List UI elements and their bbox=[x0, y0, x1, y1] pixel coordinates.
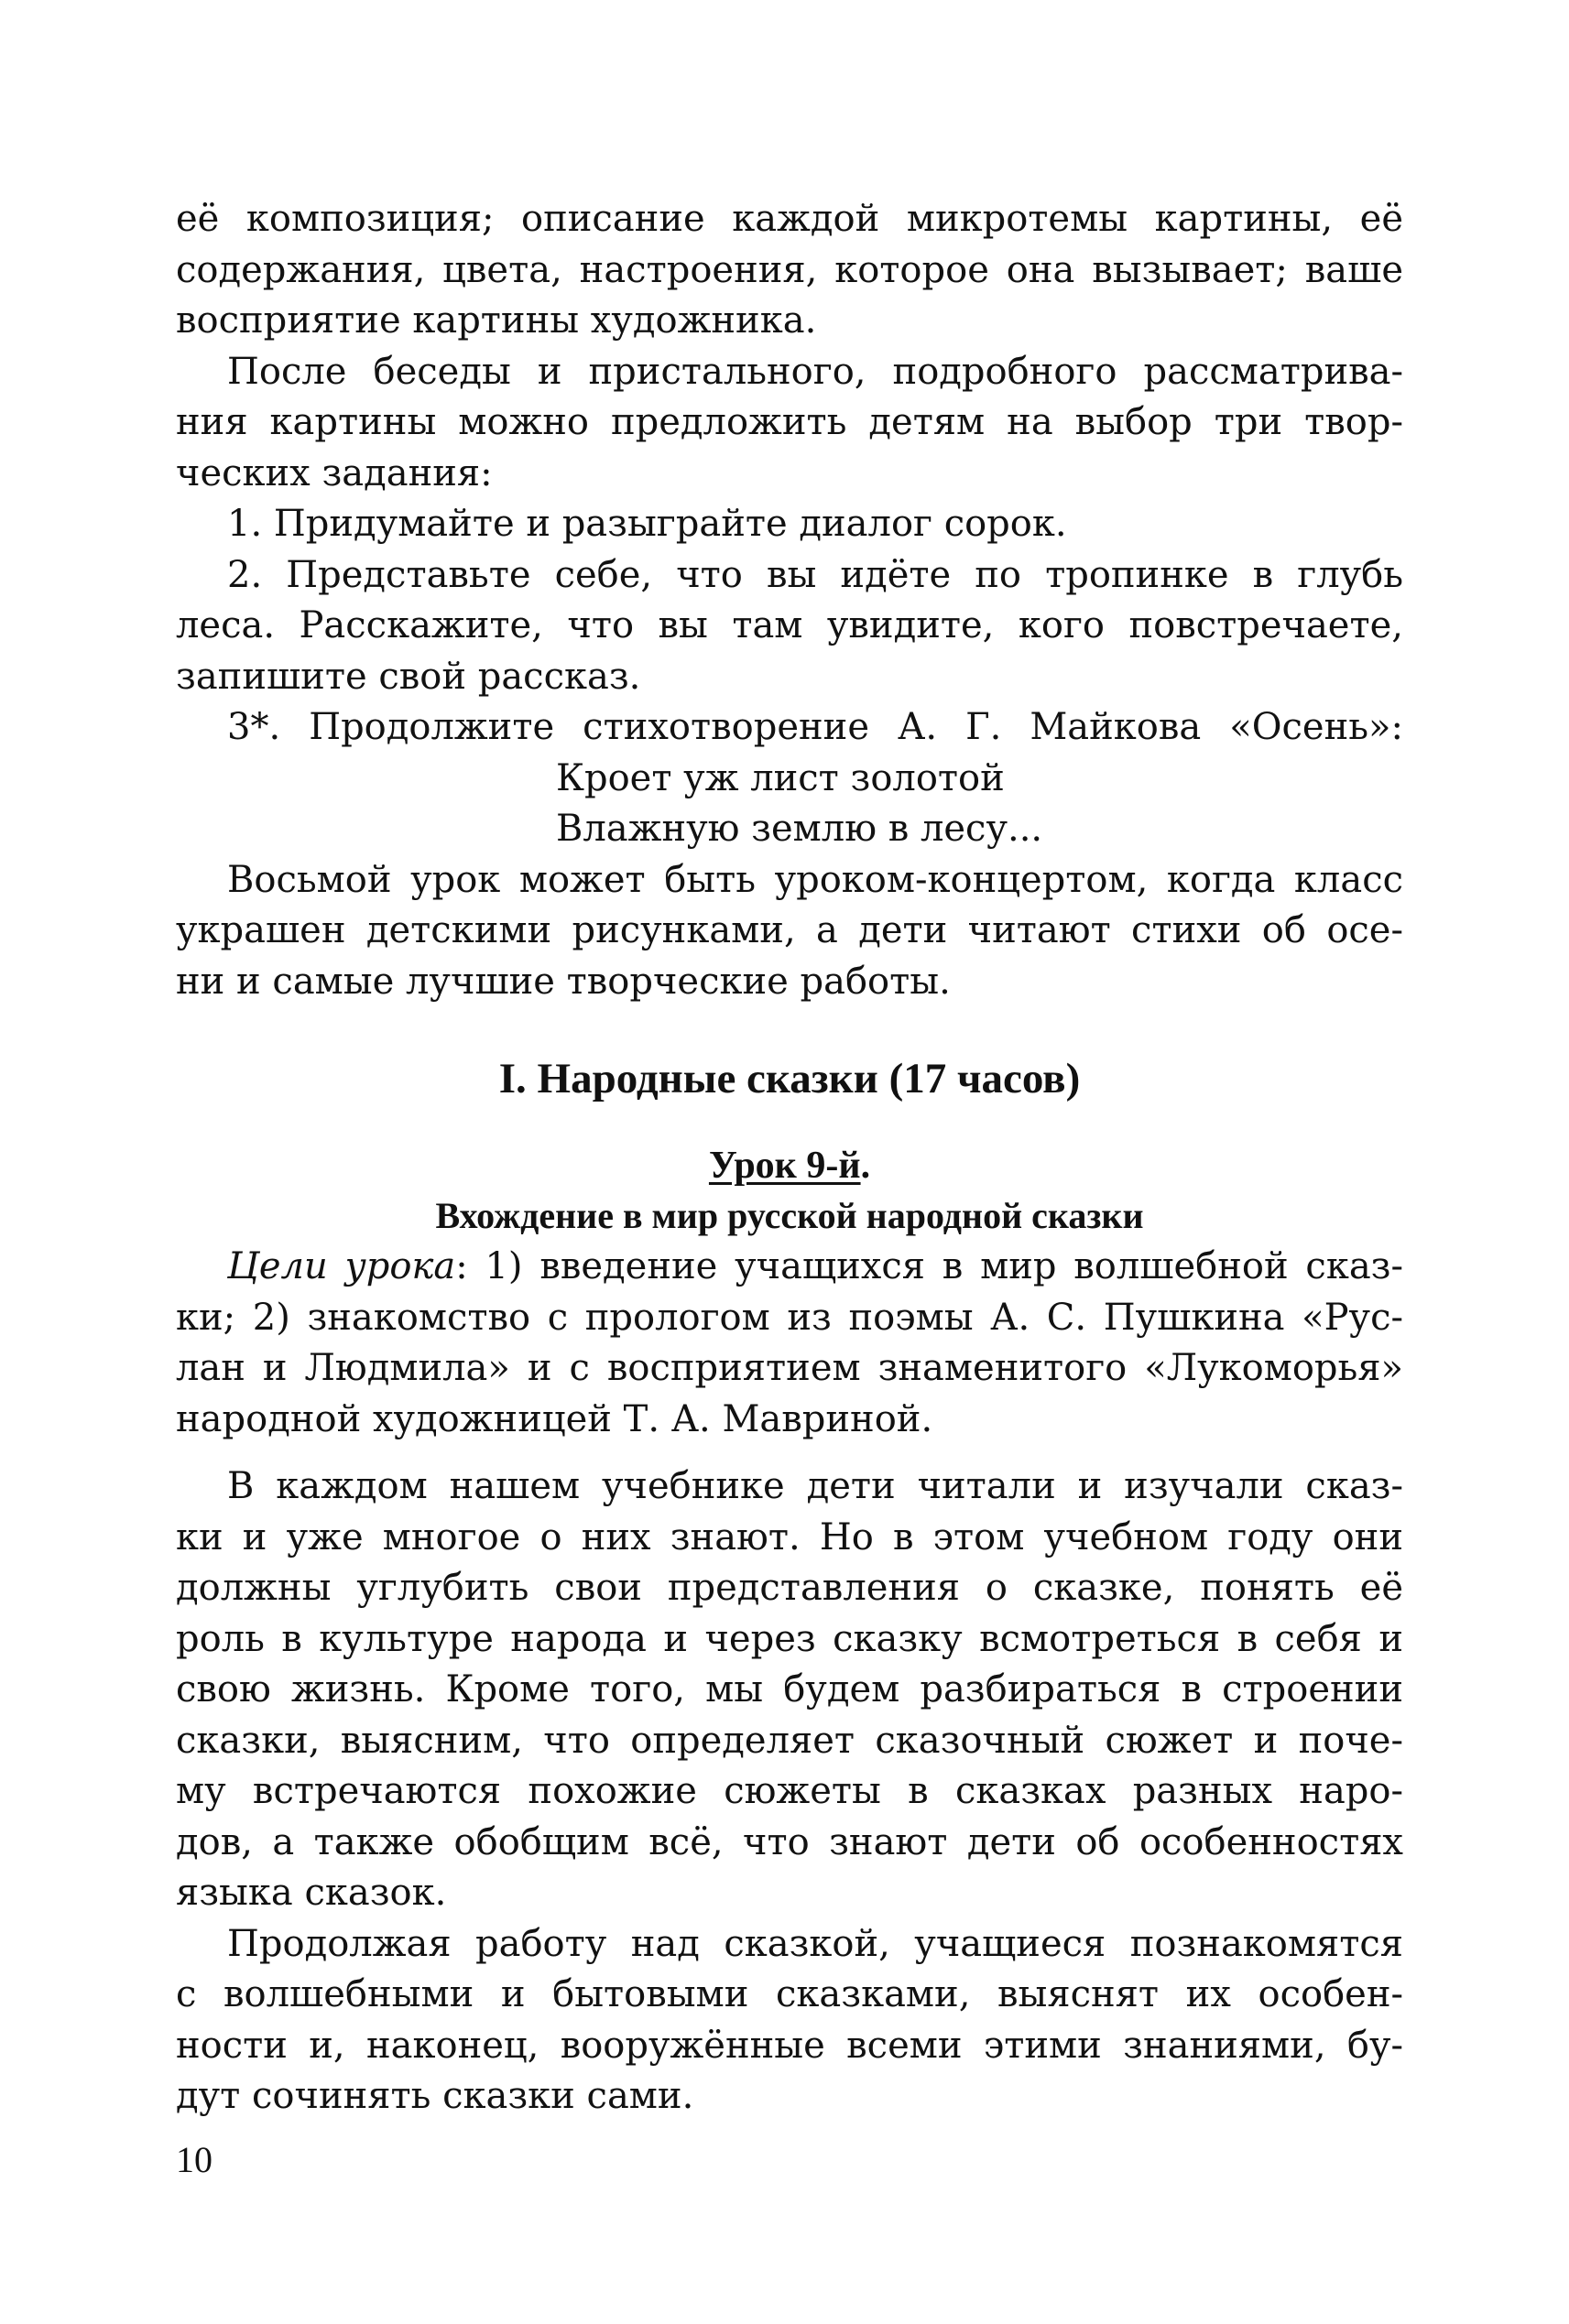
text-line: роль в культуре народа и через сказку всмотреться в себя и bbox=[176, 1617, 1403, 1660]
text-line: 2. Представьте себе, что вы идёте по тропинке в глубь bbox=[227, 553, 1403, 596]
text-line: дут сочинять сказки сами. bbox=[176, 2075, 694, 2117]
text-line: ния картины можно предложить детям на выбор три твор- bbox=[176, 401, 1403, 443]
text-line: леса. Расскажите, что вы там увидите, кого повстречаете, bbox=[176, 604, 1403, 646]
task-1 bbox=[176, 499, 1403, 550]
text-line: должны углубить свои представления о сказке, понять её bbox=[176, 1567, 1403, 1609]
text-line: лан и Людмила» и с восприятием знаменитого «Лукоморья» bbox=[176, 1347, 1403, 1389]
section-title: I. Народные сказки (17 часов) bbox=[498, 1055, 1081, 1102]
text-line: После беседы и пристального, подробного рассматрива- bbox=[227, 350, 1403, 393]
text-line: восприятие картины художника. bbox=[176, 299, 817, 342]
text-line: народной художницей Т. А. Мавриной. bbox=[176, 1397, 933, 1440]
text-line: свою жизнь. Кроме того, мы будем разбираться в строении bbox=[176, 1668, 1403, 1710]
text-line: дов, а также обобщим всё, что знают дети об особенностях bbox=[176, 1820, 1403, 1863]
lesson-number-suffix: . bbox=[860, 1145, 871, 1187]
body-paragraph-1 bbox=[176, 1461, 1403, 1919]
text-line: сказки, выясним, что определяет сказочный сюжет и поче- bbox=[176, 1719, 1403, 1762]
text-line: 3*. Продолжите стихотворение А. Г. Майкова «Осень»: bbox=[227, 706, 1403, 748]
text-line: ни и самые лучшие творческие работы. bbox=[176, 960, 951, 1003]
text-line: му встречаются похожие сюжеты в сказках разных наро- bbox=[176, 1770, 1403, 1812]
page-content bbox=[176, 194, 1403, 2123]
body-paragraph-2 bbox=[176, 1919, 1403, 2123]
text-line: Продолжая работу над сказкой, учащиеся познакомятся bbox=[227, 1922, 1403, 1965]
lesson-number bbox=[176, 1141, 1403, 1190]
page-number: 10 bbox=[176, 2139, 212, 2180]
text-line: ческих задания: bbox=[176, 451, 493, 494]
text-line: украшен детскими рисунками, а дети читают стихи об осе- bbox=[176, 909, 1403, 951]
lesson-goals bbox=[176, 1242, 1403, 1445]
lesson-number-text: Урок 9-й bbox=[708, 1145, 861, 1187]
goals-label: Цели урока bbox=[227, 1245, 456, 1287]
text-line: ки и уже многое о них знают. Но в этом учебном году они bbox=[176, 1515, 1403, 1558]
text-line: с волшебными и бытовыми сказками, выяснят их особен- bbox=[176, 1973, 1403, 2015]
text-line: 1. Придумайте и разыграйте диалог сорок. bbox=[227, 503, 1067, 545]
paragraph-eighth-lesson bbox=[176, 855, 1403, 1008]
text-line: языка сказок. bbox=[176, 1872, 447, 1914]
paragraph-intro bbox=[176, 194, 1403, 347]
poem-line: Кроет уж лист золотой bbox=[556, 756, 1005, 799]
spacer bbox=[176, 1445, 1403, 1461]
text-line: ности и, наконец, вооружённые всеми этими знаниями, бу- bbox=[176, 2024, 1403, 2067]
text-line: её композиция; описание каждой микротемы картины, её bbox=[176, 198, 1403, 240]
text-line: содержания, цвета, настроения, которое она вызывает; ваше bbox=[176, 248, 1403, 291]
poem-line: Влажную землю в лесу... bbox=[556, 808, 1043, 850]
text-line: ки; 2) знакомство с прологом из поэмы А. С. Пушкина «Рус- bbox=[176, 1296, 1403, 1339]
paragraph-after-talk bbox=[176, 347, 1403, 500]
lesson-title: Вхождение в мир русской народной сказки bbox=[435, 1195, 1144, 1236]
task-2 bbox=[176, 550, 1403, 703]
text-line: Восьмой урок может быть уроком-концертом, когда класс bbox=[227, 858, 1403, 901]
text-line: В каждом нашем учебнике дети читали и изучали сказ- bbox=[227, 1465, 1403, 1507]
task-3 bbox=[176, 702, 1403, 754]
goals-text: : 1) введение учащихся в мир волшебной сказ- bbox=[455, 1245, 1403, 1287]
text-line: запишите свой рассказ. bbox=[176, 655, 641, 698]
text-line bbox=[176, 1242, 1403, 1293]
poem-quote bbox=[176, 754, 1403, 855]
